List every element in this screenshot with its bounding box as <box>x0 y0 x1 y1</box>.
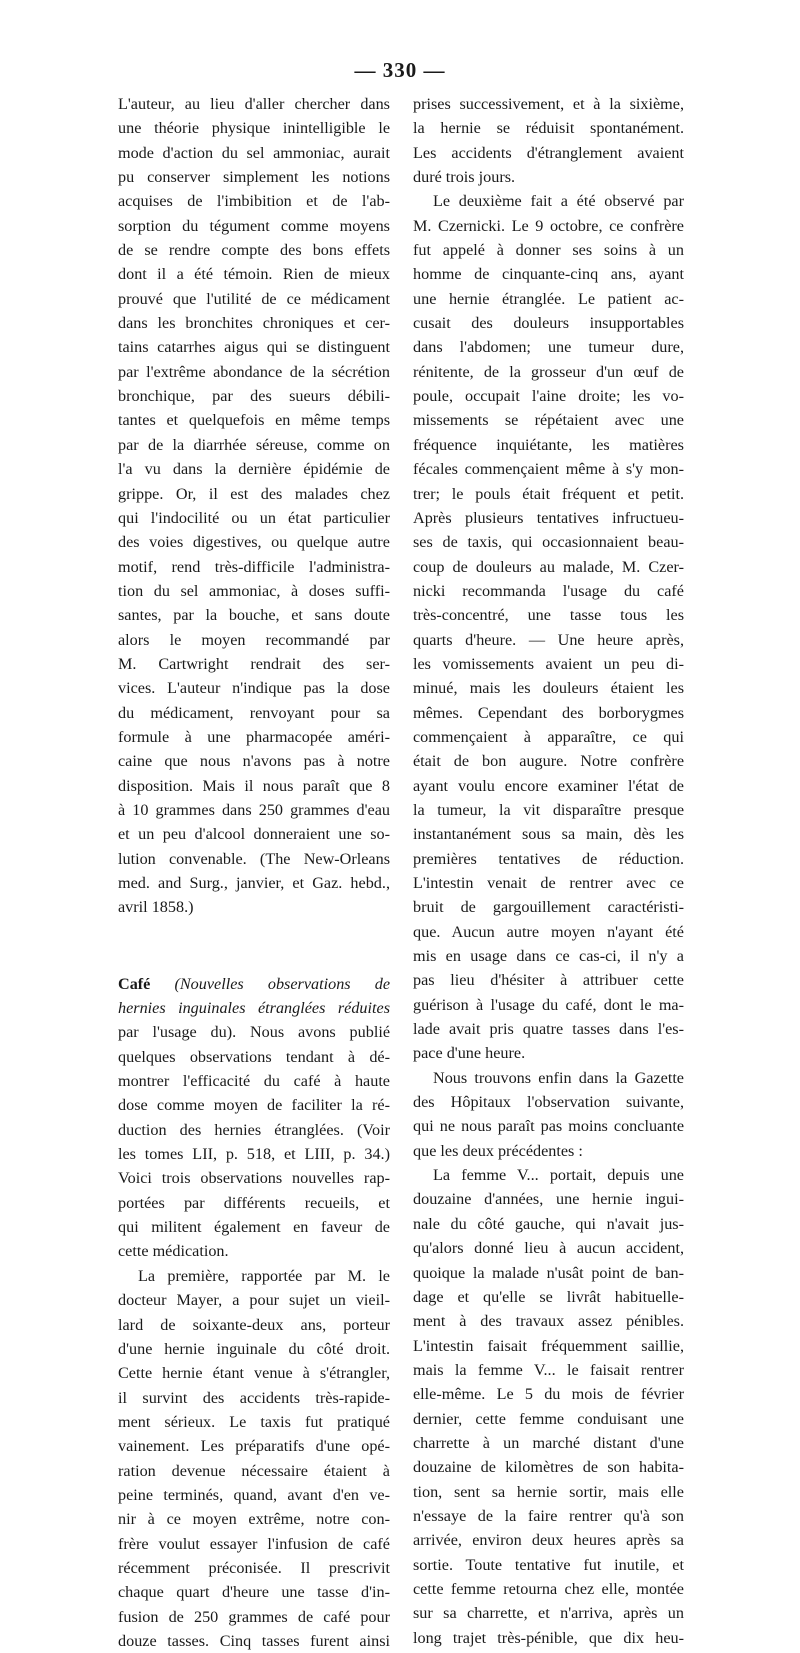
text-line: instantanément sous sa main, dès les <box>413 825 684 844</box>
text-line: bronchique, par des sueurs débili- <box>118 387 390 406</box>
text-line: La femme V... portait, depuis une <box>433 1166 684 1185</box>
text-line: nir à ce moyen extrême, notre con- <box>118 1510 390 1529</box>
text-line: dans les bronchites chroniques et cer- <box>118 314 390 333</box>
page-number: — 330 — <box>354 58 446 82</box>
text-line: quoique la malade n'usât point de ban- <box>413 1263 684 1282</box>
text-line: med. and Surg., janvier, et Gaz. hebd., <box>118 874 390 892</box>
text-line: que. Aucun autre moyen n'ayant été <box>413 922 684 941</box>
text-line: douzaine d'années, une hernie ingui- <box>413 1190 684 1209</box>
text-line: et un peu d'alcool donneraient une so- <box>118 825 390 844</box>
text-line: à 10 grammes dans 250 grammes d'eau <box>118 800 390 819</box>
text-line: quarts d'heure. — Une heure après, <box>413 630 684 649</box>
text-line: duction des hernies étranglées. (Voir <box>118 1120 390 1139</box>
text-line: pas lieu d'hésiter à attribuer cette <box>413 971 684 990</box>
text-line: ses de taxis, qui occasionnaient beau- <box>413 533 684 552</box>
text-line: coup de douleurs au malade, M. Czer- <box>413 557 684 576</box>
text-line: poule, occupait l'aine droite; les vo- <box>413 387 684 406</box>
text-line: vainement. Les préparatifs d'une opé- <box>118 1437 390 1456</box>
text-line: arrivée, environ deux heures après sa <box>413 1531 684 1550</box>
text-line: dont il a été témoin. Rien de mieux <box>118 265 390 284</box>
text-line: était de bon augure. Notre confrère <box>413 752 684 771</box>
text-line: Le deuxième fait a été observé par <box>433 192 684 211</box>
text-line: qui militent également en faveur de <box>118 1218 390 1237</box>
text-line: des voies digestives, ou quelque autre <box>118 533 390 552</box>
text-line: douzaine de kilomètres de son habita- <box>413 1458 684 1477</box>
text-line: par de la diarrhée séreuse, comme on <box>118 435 390 454</box>
text-line: nale du côté gauche, qui n'avait jus- <box>413 1214 684 1233</box>
text-line: Cette hernie étant venue à s'étrangler, <box>118 1364 390 1383</box>
text-line: les vomissements avaient un peu di- <box>413 654 684 673</box>
text-line: portées par différents recueils, et <box>118 1193 390 1212</box>
text-line: que les deux précédentes : <box>413 1141 583 1160</box>
text-line: tion, sent sa hernie sortir, mais elle <box>413 1482 684 1501</box>
text-line: sur sa charrette, et n'arriva, après un <box>413 1604 684 1623</box>
text-line: n'essaye de la faire rentrer qu'à son <box>413 1506 684 1525</box>
text-line: il survint des accidents très-rapide- <box>118 1388 390 1407</box>
text-line: mis en usage dans ce cas-ci, il n'y a <box>413 947 684 966</box>
text-line: du médicament, renvoyant pour sa <box>118 703 390 722</box>
text-line: très-concentré, une tasse tous les <box>413 606 684 625</box>
text-line: tains catarrhes aigus qui se distinguent <box>118 338 390 357</box>
text-line: commençaient à apparaître, ce qui <box>413 727 684 746</box>
text-line: docteur Mayer, a pour sujet un vieil- <box>118 1291 390 1310</box>
text-line: alors le moyen recommandé par <box>118 630 390 649</box>
text-line: tantes et quelquefois en même temps <box>118 411 390 430</box>
text-line: montrer l'efficacité du café à haute <box>118 1072 390 1091</box>
text-line: L'auteur, au lieu d'aller chercher dans <box>118 95 390 113</box>
text-line: sorption du tégument comme moyens <box>118 216 390 235</box>
text-line: ration devenue nécessaire étaient à <box>118 1461 390 1480</box>
text-line: une théorie physique inintelligible le <box>118 119 390 138</box>
text-line: la tumeur, la vit disparaître presque <box>413 800 684 819</box>
text-line: fécales commençaient même à s'y mon- <box>413 460 684 479</box>
text-line: frère voulut essayer l'infusion de café <box>118 1534 390 1553</box>
text-line: M. Czernicki. Le 9 octobre, ce confrère <box>413 216 684 235</box>
text-line: chaque quart d'heure une tasse d'in- <box>118 1583 390 1602</box>
text-line: dans l'abdomen; une tumeur dure, <box>413 338 684 357</box>
text-line: sortie. Toute tentative fut inutile, et <box>413 1555 684 1574</box>
text-line: disposition. Mais il nous paraît que 8 <box>118 776 390 795</box>
text-line: duré trois jours. <box>413 168 516 187</box>
text-line: long trajet très-pénible, que dix heu- <box>413 1628 684 1647</box>
text-line: premières tentatives de réduction. <box>413 849 684 868</box>
text-line: des Hôpitaux l'observation suivante, <box>413 1093 684 1112</box>
text-line: charrette à un marché distant d'une <box>413 1433 684 1452</box>
text-line: avril 1858.) <box>118 898 194 917</box>
text-line: motif, rend très-difficile l'administra- <box>118 557 390 576</box>
text-line: mais la femme V... le faisait rentrer <box>413 1360 684 1379</box>
text-line: Après plusieurs tentatives infructueu- <box>413 508 684 527</box>
text-line: d'une hernie inguinale du côté droit. <box>118 1339 390 1358</box>
text-line: dage et qu'elle se livrât habituelle- <box>413 1287 684 1306</box>
text-line: grippe. Or, il est des malades chez <box>118 484 390 503</box>
text-line: les tomes LII, p. 518, et LIII, p. 34.) <box>118 1145 390 1164</box>
text-line: nicki recommanda l'usage du café <box>413 581 684 600</box>
text-line: par l'usage du). Nous avons publié <box>118 1023 390 1042</box>
text-line: tion du sel ammoniac, à doses suffi- <box>118 581 390 600</box>
text-line: mêmes. Cependant des borborygmes <box>413 703 684 722</box>
text-line: de se rendre compte des bons effets <box>118 241 390 260</box>
text-line: cette médication. <box>118 1242 229 1261</box>
text-line: M. Cartwright rendrait des ser- <box>118 654 390 673</box>
text-line: L'intestin venait de rentrer avec ce <box>413 874 684 892</box>
text-line: cette femme retourna chez elle, montée <box>413 1579 684 1598</box>
text-line: L'intestin faisait fréquemment saillie, <box>413 1336 684 1355</box>
text-line: fusion de 250 grammes de café pour <box>118 1607 390 1626</box>
text-line: fut appelé à donner ses soins à un <box>413 241 684 260</box>
text-line: par l'extrême abondance de la sécrétion <box>118 362 390 381</box>
text-line: Les accidents d'étranglement avaient <box>413 143 684 162</box>
text-line: dose comme moyen de faciliter la ré- <box>118 1096 390 1115</box>
blank-gap <box>118 946 390 972</box>
entry-title-line: Café (Nouvelles observations de <box>118 974 390 993</box>
text-line: formule à une pharmacopée améri- <box>118 727 390 746</box>
text-line: bruit de gargouillement caractéristi- <box>413 898 684 917</box>
text-line: récemment préconisée. Il prescrivit <box>118 1558 390 1577</box>
text-line: pu conserver simplement les notions <box>118 168 390 187</box>
text-line: qui ne nous paraît pas moins concluante <box>413 1117 684 1136</box>
text-line: ayant voulu encore examiner l'état de <box>413 776 684 795</box>
text-line: cusait des douleurs insupportables <box>413 314 684 333</box>
text-line: trer; le pouls était fréquent et petit. <box>413 484 684 503</box>
right-column <box>413 92 684 1650</box>
text-line: vices. L'auteur n'indique pas la dose <box>118 679 390 698</box>
text-line: La première, rapportée par M. le <box>138 1266 390 1285</box>
text-line: homme de cinquante-cinq ans, ayant <box>413 265 684 284</box>
text-line: peine terminés, quand, avant d'en ve- <box>118 1485 390 1504</box>
text-line: douze tasses. Cinq tasses furent ainsi <box>118 1631 390 1650</box>
blank-gap <box>118 920 390 946</box>
text-line: lution convenable. (The New-Orleans <box>118 849 390 868</box>
text-line: ment sérieux. Le taxis fut pratiqué <box>118 1412 390 1431</box>
text-line: qui l'indocilité ou un état particulier <box>118 508 390 527</box>
text-line: minué, mais les douleurs étaient les <box>413 679 684 698</box>
text-line: Nous trouvons enfin dans la Gazette <box>433 1068 684 1087</box>
text-line: mode d'action du sel ammoniac, aurait <box>118 143 390 162</box>
text-line: ment à des travaux assez pénibles. <box>413 1312 684 1331</box>
text-line: pace d'une heure. <box>413 1044 526 1063</box>
text-line: prises successivement, et à la sixième, <box>413 95 684 113</box>
text-line: missements se répétaient avec une <box>413 411 684 430</box>
text-line: guérison à l'usage du café, dont le ma- <box>413 995 684 1014</box>
text-line: rénitente, de la grosseur d'un œuf de <box>413 362 684 381</box>
text-line: caine que nous n'avons pas à notre <box>118 752 390 771</box>
text-line: qu'alors donné lieu à aucun accident, <box>413 1239 684 1258</box>
text-line: santes, par la bouche, et sans doute <box>118 606 390 625</box>
text-line: dernier, cette femme conduisant une <box>413 1409 684 1428</box>
text-line: acquises de l'imbibition et de l'ab- <box>118 192 390 211</box>
text-line: prouvé que l'utilité de ce médicament <box>118 289 390 308</box>
text-line: l'a vu dans la dernière épidémie de <box>118 460 390 479</box>
text-line: fréquence inquiétante, les matières <box>413 435 684 454</box>
text-line: Voici trois observations nouvelles rap- <box>118 1169 390 1188</box>
text-line: une hernie étranglée. Le patient ac- <box>413 289 684 308</box>
text-line: elle-même. Le 5 du mois de février <box>413 1385 684 1404</box>
left-column <box>118 92 390 1653</box>
text-line: hernies inguinales étranglées réduites <box>118 999 390 1018</box>
text-line: lade avait pris quatre tasses dans l'es- <box>413 1020 684 1039</box>
text-line: quelques observations tendant à dé- <box>118 1047 390 1066</box>
text-line: lard de soixante-deux ans, porteur <box>118 1315 390 1334</box>
text-line: la hernie se réduisit spontanément. <box>413 119 684 138</box>
